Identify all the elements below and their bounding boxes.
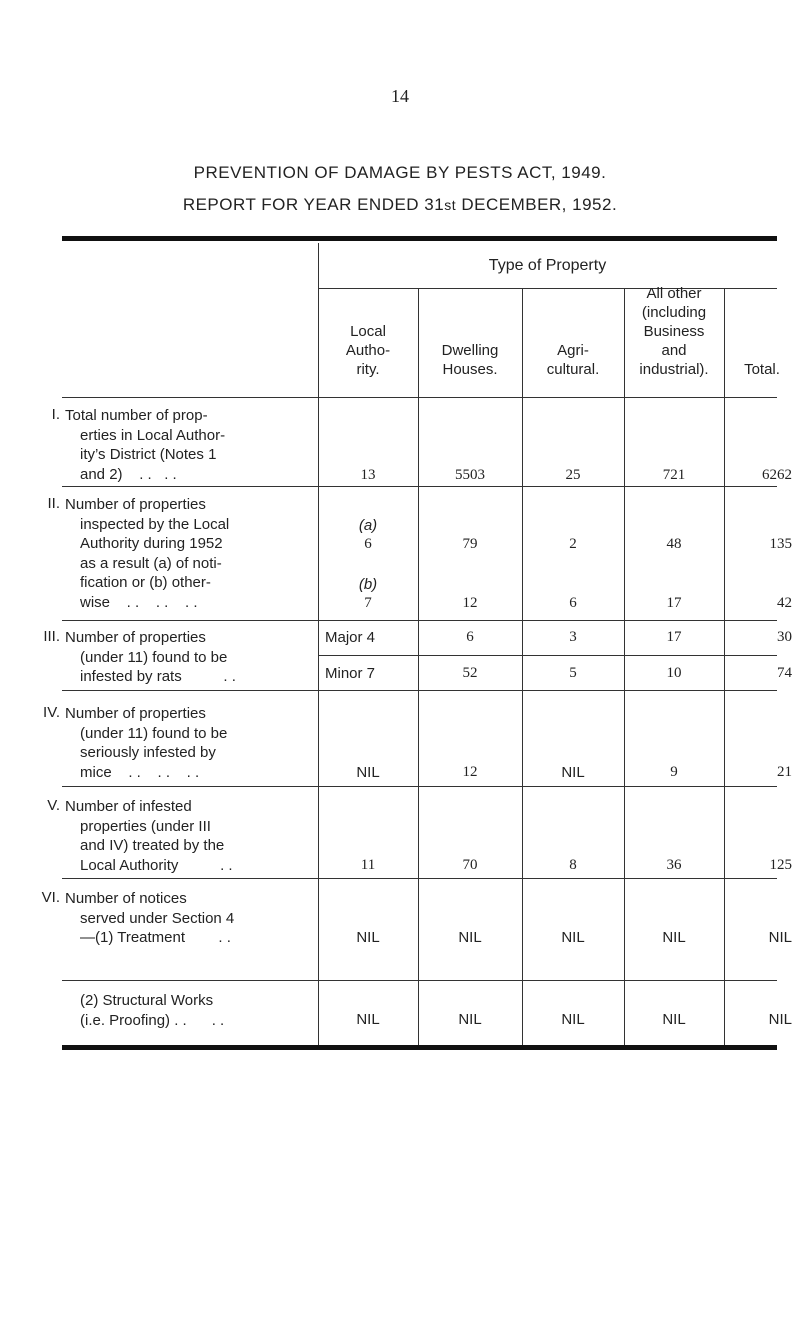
cell-value: 36 [666, 857, 682, 873]
cell-value: NIL [768, 929, 792, 946]
cell-value: 2 [569, 536, 577, 552]
cell-value: NIL [561, 764, 585, 781]
cell-value: 5503 [455, 467, 485, 483]
cell-value: 74 [777, 665, 792, 681]
row-label: Number of properties (under 11) found to be seriously infested by mice . . . . . . [65, 705, 228, 781]
row-divider [62, 486, 777, 487]
row-numeral: I. [51, 406, 60, 423]
row-label: Number of infested properties (under III and IV) treated by the Local Authority . . [65, 798, 233, 874]
cell-value: 42 [777, 595, 792, 611]
cell-value: NIL [458, 929, 482, 946]
cell-value: 25 [565, 467, 581, 483]
row-divider [62, 786, 777, 787]
row-divider [62, 980, 777, 981]
group-header: Type of Property [488, 257, 607, 274]
row-numeral: IV. [43, 704, 60, 721]
cell-value: 13 [360, 467, 376, 483]
table-bottom-rule [62, 1045, 777, 1050]
row-divider [62, 878, 777, 879]
cell-value: NIL [356, 929, 380, 946]
cell-value: 721 [662, 467, 686, 483]
col-header-total: Total. [744, 361, 780, 378]
cell-value: 12 [462, 595, 478, 611]
cell-value: 79 [462, 536, 478, 552]
row-numeral: II. [47, 495, 60, 512]
marker-b: (b) [358, 576, 378, 593]
page-number: 14 [391, 86, 409, 106]
cell-value: 5 [569, 665, 577, 681]
cell-value: NIL [561, 1011, 585, 1028]
row-numeral: V. [47, 797, 60, 814]
cell-value: 70 [462, 857, 478, 873]
row-label: Total number of prop- erties in Local Author- ity’s District (Notes 1 and 2) . . . . [65, 407, 226, 483]
row-divider [62, 397, 777, 398]
col-header-all-other: All other (including Business and industrial). [639, 285, 709, 378]
row-divider [62, 690, 777, 691]
col-header-agricultural: Agri- cultural. [546, 342, 600, 378]
col-header-dwelling-houses: Dwelling Houses. [441, 342, 499, 378]
row-numeral: III. [43, 628, 60, 645]
row-divider [318, 655, 777, 656]
row-label: (2) Structural Works (i.e. Proofing) . . . . [80, 992, 225, 1029]
row-label: Number of properties (under 11) found to be infested by rats . . [65, 629, 236, 685]
row-numeral: VI. [41, 889, 60, 906]
cell-value: 6 [364, 536, 372, 552]
cell-value: NIL [768, 1011, 792, 1028]
cell-value: 7 [364, 595, 372, 611]
table-top-rule [62, 236, 777, 241]
cell-value: 6 [569, 595, 577, 611]
cell-value: NIL [458, 1011, 482, 1028]
cell-value: 48 [666, 536, 682, 552]
col-header-local-authority: Local Autho- rity. [345, 323, 391, 378]
cell-value: 17 [666, 595, 682, 611]
cell-value: 52 [462, 665, 478, 681]
cell-value: 6 [466, 629, 474, 645]
cell-value: Minor 7 [325, 665, 376, 682]
cell-value: 3 [569, 629, 577, 645]
cell-value: 135 [769, 536, 792, 552]
row-divider [62, 620, 777, 621]
report-title: PREVENTION OF DAMAGE BY PESTS ACT, 1949. [193, 163, 607, 182]
cell-value: 8 [569, 857, 577, 873]
cell-value: 21 [777, 764, 792, 780]
cell-value: 6262 [762, 467, 792, 483]
cell-value: 10 [666, 665, 682, 681]
report-subtitle: REPORT FOR YEAR ENDED 31st DECEMBER, 1952. [182, 195, 618, 214]
row-label: Number of properties inspected by the Local Authority during 1952 as a result (a) of noti- fication or (b) other- wise . . . . . . [65, 496, 230, 611]
cell-value: 125 [769, 857, 792, 873]
cell-value: 11 [360, 857, 376, 873]
row-label: Number of notices served under Section 4 —(1) Treatment . . [65, 890, 235, 946]
cell-value: NIL [662, 1011, 686, 1028]
cell-value: 17 [666, 629, 682, 645]
cell-value: NIL [561, 929, 585, 946]
cell-value: Major 4 [325, 629, 376, 646]
cell-value: NIL [662, 929, 686, 946]
cell-value: 12 [462, 764, 478, 780]
cell-value: 9 [670, 764, 678, 780]
cell-value: NIL [356, 1011, 380, 1028]
cell-value: NIL [356, 764, 380, 781]
cell-value: 30 [777, 629, 792, 645]
marker-a: (a) [358, 517, 378, 534]
